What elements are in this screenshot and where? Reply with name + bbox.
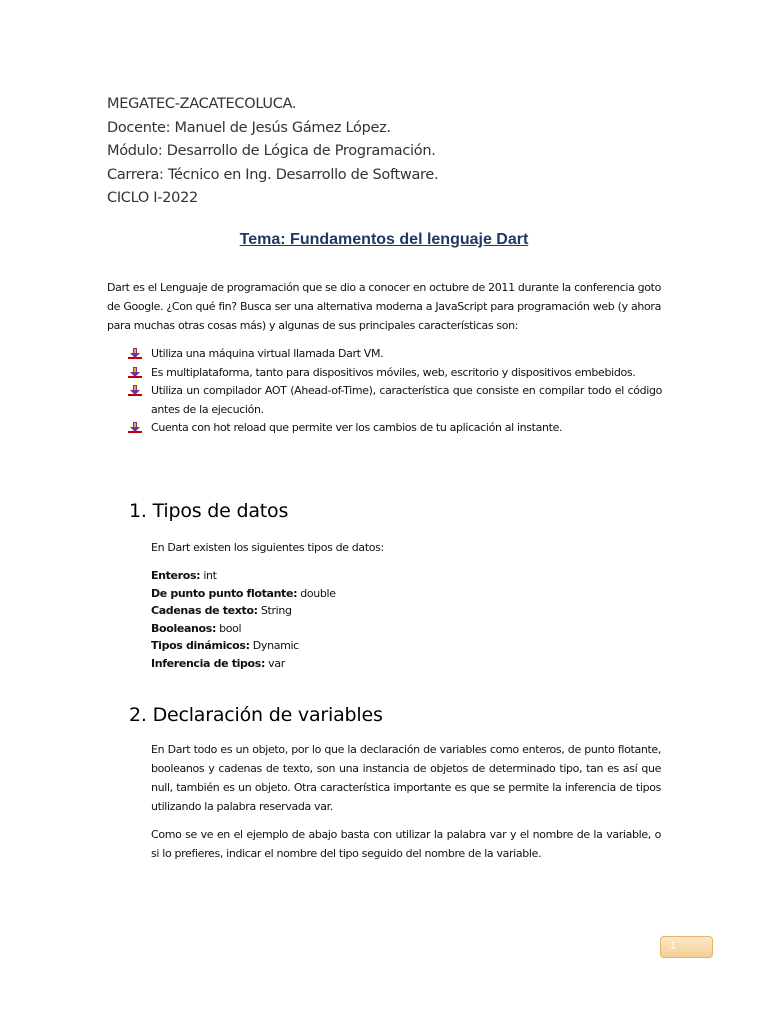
- header-line-career: Carrera: Técnico en Ing. Desarrollo de Software.: [107, 166, 439, 183]
- data-type-label: Booleanos:: [151, 621, 216, 635]
- list-item-text: Es multiplataforma, tanto para dispositivos móviles, web, escritorio y dispositivos embebidos.: [151, 365, 636, 379]
- list-item-text: Utiliza un compilador AOT (Ahead-of-Time), característica que consiste en compilar todo el código antes de la ejecución.: [151, 384, 662, 416]
- list-item: [128, 419, 662, 438]
- arrow-bullet-icon: [128, 422, 142, 435]
- section-heading-variables: 2. Declaración de variables: [129, 704, 383, 726]
- intro-paragraph: Dart es el Lenguaje de programación que se dio a conocer en octubre de 2011 durante la conferencia goto de Google. ¿Con qué fin? Busca ser una alternativa moderna a JavaScript para programación web (y ahora para muchas otras cosas más) y algunas de sus principales características son:: [107, 281, 661, 332]
- page-number-badge: 1: [660, 936, 713, 958]
- data-type-value: int: [200, 569, 217, 582]
- header-line-institution: MEGATEC-ZACATECOLUCA.: [107, 96, 297, 112]
- data-type-item: [151, 602, 336, 620]
- data-type-value: double: [297, 586, 336, 600]
- list-item-text: Utiliza una máquina virtual llamada Dart VM.: [151, 347, 384, 360]
- arrow-bullet-icon: [128, 348, 142, 361]
- data-types-list: [151, 567, 336, 672]
- data-type-item: [151, 585, 336, 603]
- data-type-item: [151, 637, 336, 655]
- data-type-value: var: [265, 656, 285, 670]
- data-type-value: bool: [216, 621, 242, 635]
- data-type-item: [151, 655, 336, 673]
- header-line-teacher: Docente: Manuel de Jesús Gámez López.: [107, 119, 391, 136]
- data-type-label: Enteros:: [151, 569, 201, 582]
- topic-title: Tema: Fundamentos del lenguaje Dart: [239, 231, 529, 248]
- data-type-label: Inferencia de tipos:: [151, 656, 266, 670]
- data-types-intro: En Dart existen los siguientes tipos de datos:: [151, 541, 384, 554]
- data-type-value: String: [257, 604, 292, 617]
- arrow-bullet-icon: [128, 385, 142, 398]
- section-heading-data-types: 1. Tipos de datos: [129, 500, 289, 522]
- data-type-label: De punto punto flotante:: [151, 586, 298, 600]
- variables-paragraph-2: Como se ve en el ejemplo de abajo basta con utilizar la palabra var y el nombre de la variable, o si lo prefieres, indicar el nombre del tipo seguido del nombre de la variable.: [151, 828, 661, 860]
- header-line-module: Módulo: Desarrollo de Lógica de Programación.: [107, 143, 436, 159]
- data-type-item: [151, 567, 336, 585]
- data-type-label: Tipos dinámicos:: [151, 639, 250, 652]
- data-type-label: Cadenas de texto:: [151, 604, 258, 617]
- list-item-text: Cuenta con hot reload que permite ver los cambios de tu aplicación al instante.: [151, 421, 563, 434]
- data-type-value: Dynamic: [249, 639, 299, 652]
- header-line-cycle: CICLO I-2022: [107, 190, 198, 206]
- variables-paragraph-1: En Dart todo es un objeto, por lo que la declaración de variables como enteros, de punto flotante, booleanos y cadenas de texto, son una instancia de objetos de determinado tipo, tan es así que null, también es un objeto. Otra característica importante es que se permite la inferencia de tipos utilizando la palabra reservada var.: [151, 743, 661, 813]
- list-item: [128, 345, 662, 364]
- features-list: [128, 345, 662, 438]
- data-type-item: [151, 620, 336, 638]
- arrow-bullet-icon: [128, 367, 142, 380]
- list-item: [128, 382, 662, 419]
- list-item: [128, 364, 662, 383]
- document-header: [107, 93, 438, 211]
